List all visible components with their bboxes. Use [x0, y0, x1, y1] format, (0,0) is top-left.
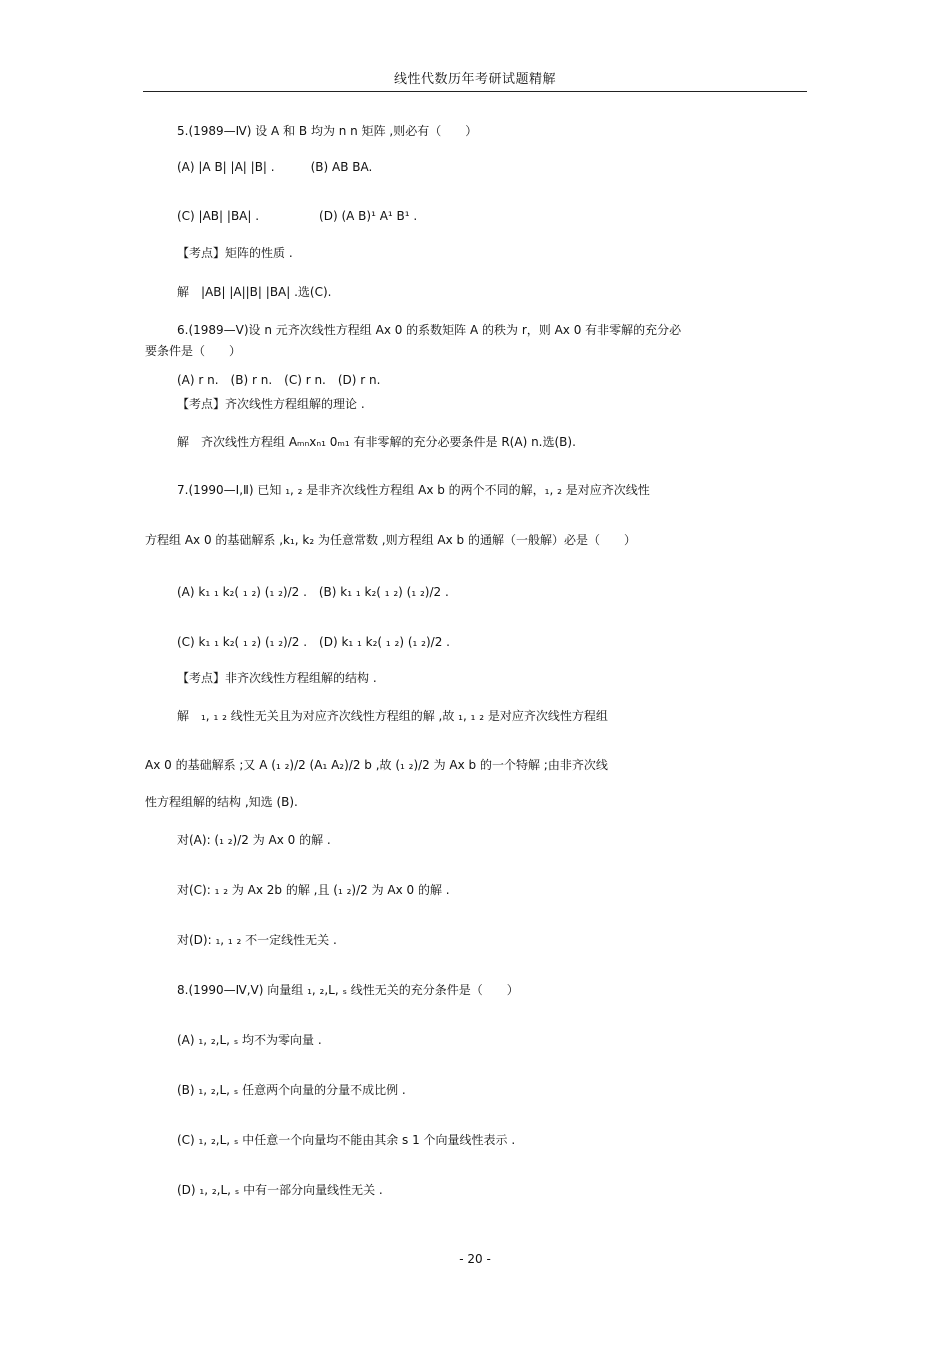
text-line: 方程组 Ax 0 的基础解系 ,k₁, k₂ 为任意常数 ,则方程组 Ax b 的通解（一般解）必是（ ） — [145, 533, 636, 547]
text-line: 对(D): ₁, ₁ ₂ 不一定线性无关 . — [177, 933, 337, 947]
text-line: (A) |A B| |A| |B| . (B) AB BA. — [177, 160, 373, 174]
text-line: (C) ₁, ₂,L, ₛ 中任意一个向量均不能由其余 s 1 个向量线性表示 . — [177, 1133, 516, 1147]
text-line: 解 ₁, ₁ ₂ 线性无关且为对应齐次线性方程组的解 ,故 ₁, ₁ ₂ 是对应齐次线性方程组 — [177, 709, 608, 723]
text-line: 解 齐次线性方程组 Aₘₙxₙ₁ 0ₘ₁ 有非零解的充分必要条件是 R(A) n.选(B). — [177, 435, 576, 449]
text-line: 对(C): ₁ ₂ 为 Ax 2b 的解 ,且 (₁ ₂)/2 为 Ax 0 的解 . — [177, 883, 450, 897]
text-line: (A) ₁, ₂,L, ₛ 均不为零向量 . — [177, 1033, 322, 1047]
text-line: (A) k₁ ₁ k₂( ₁ ₂) (₁ ₂)/2 . (B) k₁ ₁ k₂( ₁ ₂) (₁ ₂)/2 . — [177, 585, 449, 599]
text-line: 6.(1989—Ⅴ)设 n 元齐次线性方程组 Ax 0 的系数矩阵 A 的秩为 r，则 Ax 0 有非零解的充分必 — [177, 323, 682, 337]
text-line: 【考点】齐次线性方程组解的理论 . — [177, 397, 365, 411]
text-line: 7.(1990—Ⅰ,Ⅱ) 已知 ₁, ₂ 是非齐次线性方程组 Ax b 的两个不同的解，₁, ₂ 是对应齐次线性 — [177, 483, 650, 497]
header-rule — [143, 91, 807, 92]
page-number: - 20 - — [459, 1252, 491, 1266]
text-line: 8.(1990—Ⅳ,Ⅴ) 向量组 ₁, ₂,L, ₛ 线性无关的充分条件是（ ） — [177, 983, 519, 997]
text-line: (C) k₁ ₁ k₂( ₁ ₂) (₁ ₂)/2 . (D) k₁ ₁ k₂( ₁ ₂) (₁ ₂)/2 . — [177, 635, 450, 649]
text-line: (C) |AB| |BA| . (D) (A B)¹ A¹ B¹ . — [177, 209, 418, 223]
text-line: 5.(1989—Ⅳ) 设 A 和 B 均为 n n 矩阵 ,则必有（ ） — [177, 124, 478, 138]
text-line: Ax 0 的基础解系 ;又 A (₁ ₂)/2 (A₁ A₂)/2 b ,故 (₁ ₂)/2 为 Ax b 的一个特解 ;由非齐次线 — [145, 758, 608, 772]
text-line: 【考点】非齐次线性方程组解的结构 . — [177, 671, 377, 685]
text-line: 性方程组解的结构 ,知选 (B). — [145, 795, 298, 809]
text-line: (B) ₁, ₂,L, ₛ 任意两个向量的分量不成比例 . — [177, 1083, 406, 1097]
text-line: 对(A): (₁ ₂)/2 为 Ax 0 的解 . — [177, 833, 331, 847]
text-line: 解 |AB| |A||B| |BA| .选(C). — [177, 285, 332, 299]
text-line: (D) ₁, ₂,L, ₛ 中有一部分向量线性无关 . — [177, 1183, 383, 1197]
text-line: (A) r n. (B) r n. (C) r n. (D) r n. — [177, 373, 381, 387]
text-line: 要条件是（ ） — [145, 344, 242, 358]
text-line: 【考点】矩阵的性质 . — [177, 246, 293, 260]
page-header-title: 线性代数历年考研试题精解 — [393, 72, 556, 87]
